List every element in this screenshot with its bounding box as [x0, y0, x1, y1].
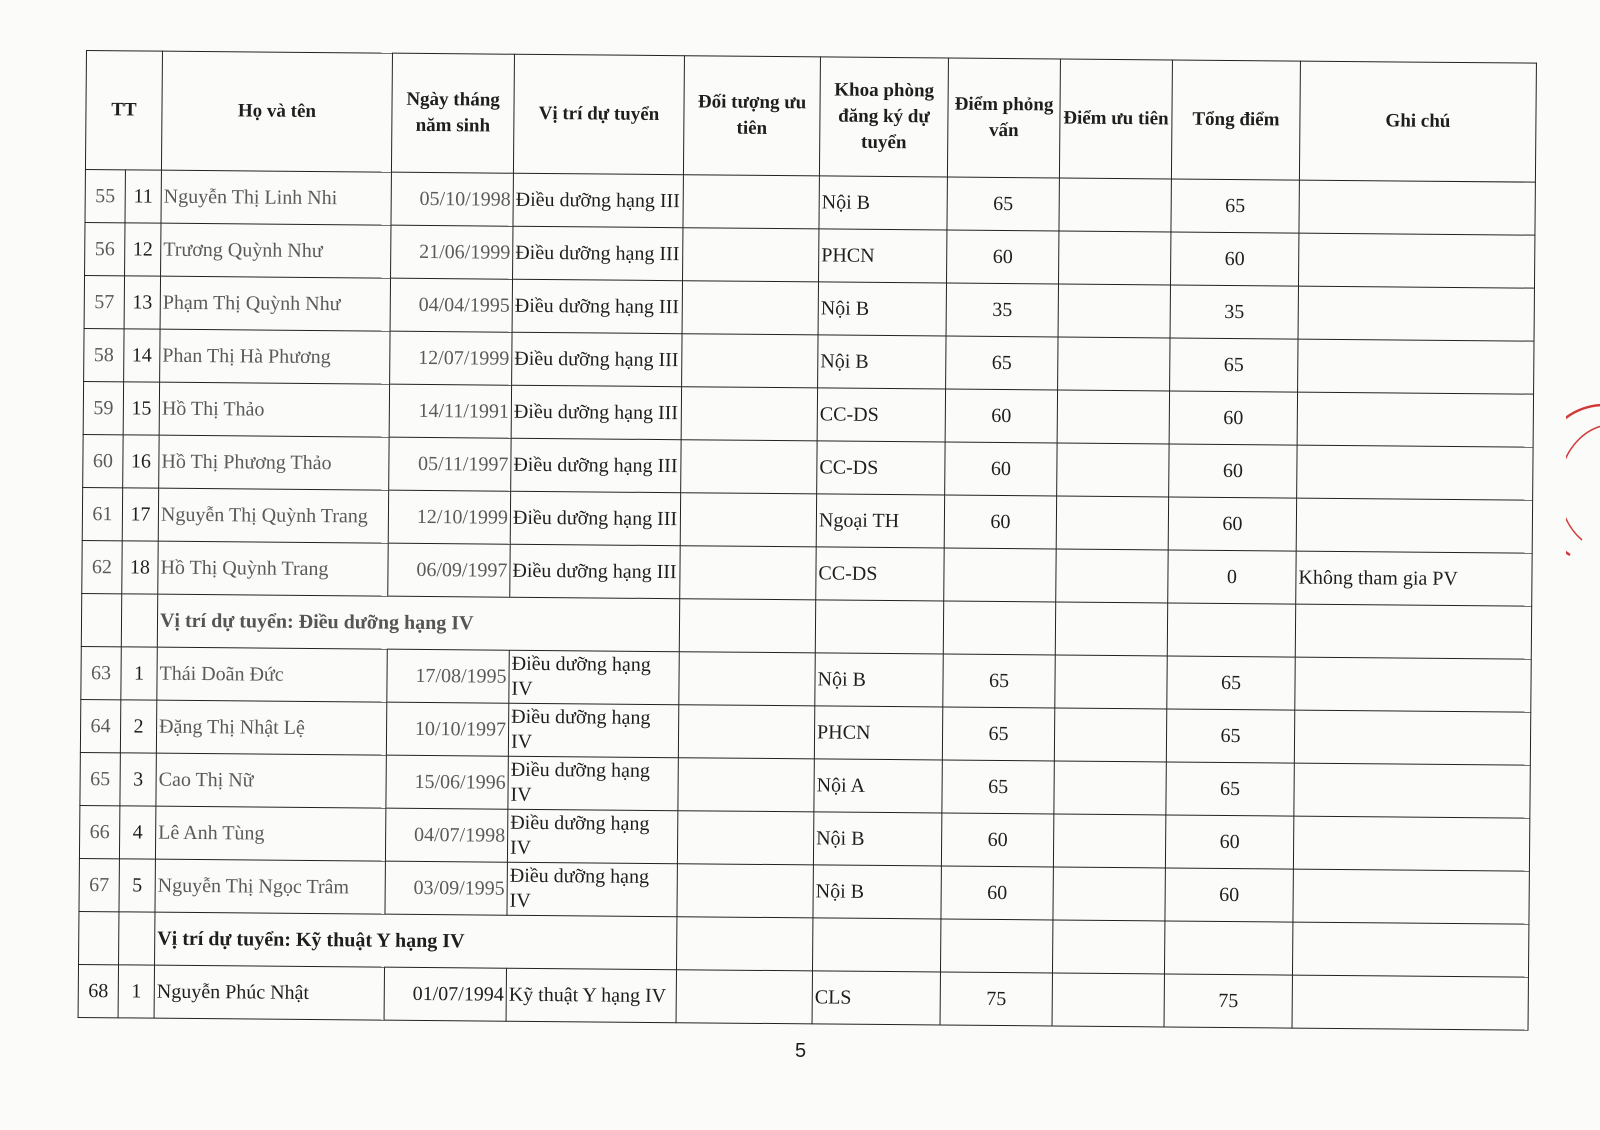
interview-score: 60: [945, 389, 1057, 443]
row-sub-number: 5: [119, 859, 155, 912]
interview-score: 65: [946, 336, 1058, 390]
row-number: 60: [83, 434, 123, 487]
priority-score: [1053, 867, 1165, 921]
department: CC-DS: [817, 388, 945, 442]
date-of-birth: 06/09/1997: [388, 543, 510, 597]
section-empty-cell: [943, 601, 1055, 655]
interview-score: [944, 548, 1056, 602]
section-empty-cell: [119, 912, 155, 965]
header-total-score: Tổng điểm: [1171, 60, 1300, 180]
section-title: Vị trí dự tuyển: Điều dưỡng hạng IV: [157, 594, 679, 652]
priority-subject: [676, 970, 812, 1024]
section-empty-cell: [1167, 603, 1295, 657]
note: [1294, 710, 1530, 765]
note: [1294, 763, 1530, 818]
candidate-name: Trương Quỳnh Như: [161, 223, 391, 278]
section-empty-cell: [1292, 922, 1528, 977]
priority-subject: [682, 334, 818, 388]
row-sub-number: 17: [122, 488, 158, 541]
section-empty-cell: [121, 594, 157, 647]
row-number: 66: [79, 805, 119, 858]
department: CLS: [812, 971, 940, 1025]
score-table-sheet: [78, 50, 1537, 1031]
candidate-name: Phan Thị Hà Phương: [160, 329, 390, 384]
date-of-birth: 10/10/1997: [386, 702, 508, 756]
red-seal-stamp: [1566, 395, 1600, 575]
department: CC-DS: [817, 441, 945, 495]
total-score: 75: [1164, 974, 1292, 1028]
header-priority-subject: Đối tượng ưu tiên: [683, 56, 820, 176]
header-note: Ghi chú: [1299, 61, 1536, 182]
row-number: 68: [78, 964, 118, 1017]
row-number: 63: [81, 646, 121, 699]
section-empty-cell: [81, 593, 121, 646]
section-empty-cell: [1052, 920, 1164, 974]
row-sub-number: 12: [125, 223, 161, 276]
date-of-birth: 04/07/1998: [385, 808, 507, 862]
section-empty-cell: [79, 911, 119, 964]
priority-subject: [683, 175, 819, 229]
total-score: 60: [1165, 815, 1293, 869]
priority-score: [1054, 761, 1166, 815]
interview-score: 60: [941, 866, 1053, 920]
note: Không tham gia PV: [1296, 551, 1532, 606]
priority-subject: [677, 864, 813, 918]
position-applied: Điều dưỡng hạng III: [511, 438, 681, 492]
date-of-birth: 12/07/1999: [390, 331, 512, 385]
department: Nội B: [819, 176, 947, 230]
total-score: 65: [1166, 762, 1294, 816]
total-score: 60: [1168, 497, 1296, 551]
date-of-birth: 05/11/1997: [389, 437, 511, 491]
row-sub-number: 13: [124, 276, 160, 329]
position-applied: Điều dưỡng hạng IV: [507, 809, 677, 863]
row-number: 64: [80, 699, 120, 752]
header-department: Khoa phòng đăng ký dự tuyển: [819, 57, 948, 177]
date-of-birth: 01/07/1994: [384, 967, 506, 1021]
header-interview-score: Điểm phỏng vấn: [947, 58, 1060, 178]
department: CC-DS: [816, 547, 944, 601]
interview-score: 60: [941, 813, 1053, 867]
header-position: Vị trí dự tuyển: [513, 54, 684, 174]
date-of-birth: 15/06/1996: [386, 755, 508, 809]
header-priority-score: Điểm ưu tiên: [1059, 59, 1172, 179]
total-score: 65: [1170, 338, 1298, 392]
department: PHCN: [814, 706, 942, 760]
section-empty-cell: [815, 600, 943, 654]
row-number: 55: [85, 169, 125, 222]
total-score: 65: [1171, 179, 1299, 233]
priority-score: [1058, 337, 1170, 391]
row-sub-number: 16: [123, 435, 159, 488]
candidate-name: Lê Anh Tùng: [155, 806, 385, 861]
row-number: 61: [82, 487, 122, 540]
row-sub-number: 14: [124, 329, 160, 382]
interview-score: 65: [943, 654, 1055, 708]
section-empty-cell: [1055, 602, 1167, 656]
total-score: 60: [1169, 391, 1297, 445]
priority-score: [1059, 178, 1171, 232]
priority-score: [1059, 231, 1171, 285]
position-applied: Điều dưỡng hạng IV: [508, 703, 678, 757]
total-score: 65: [1166, 709, 1294, 763]
note: [1299, 180, 1535, 235]
department: Nội B: [815, 653, 943, 707]
priority-score: [1055, 655, 1167, 709]
note: [1297, 392, 1533, 447]
position-applied: Điều dưỡng hạng IV: [507, 862, 677, 916]
header-tt: TT: [85, 51, 162, 171]
priority-score: [1054, 708, 1166, 762]
total-score: 65: [1167, 656, 1295, 710]
candidate-name: Cao Thị Nữ: [156, 753, 386, 808]
note: [1295, 657, 1531, 712]
priority-score: [1053, 814, 1165, 868]
row-number: 65: [80, 752, 120, 805]
section-empty-cell: [677, 917, 813, 971]
row-number: 62: [82, 540, 122, 593]
priority-subject: [682, 281, 818, 335]
note: [1297, 445, 1533, 500]
candidate-name: Nguyễn Thị Ngọc Trâm: [155, 859, 385, 914]
candidate-name: Nguyễn Phúc Nhật: [154, 965, 384, 1020]
position-applied: Kỹ thuật Y hạng IV: [506, 968, 676, 1022]
priority-subject: [679, 652, 815, 706]
department: PHCN: [819, 229, 947, 283]
priority-score: [1056, 496, 1168, 550]
candidate-name: Nguyễn Thị Linh Nhi: [161, 170, 391, 225]
total-score: 60: [1165, 868, 1293, 922]
row-sub-number: 2: [120, 700, 156, 753]
priority-subject: [683, 228, 819, 282]
note: [1293, 816, 1529, 871]
priority-score: [1056, 549, 1168, 603]
interview-score: 60: [947, 230, 1059, 284]
row-number: 67: [79, 858, 119, 911]
interview-score: 60: [945, 442, 1057, 496]
interview-score: 65: [942, 760, 1054, 814]
department: Nội B: [813, 812, 941, 866]
total-score: 60: [1171, 232, 1299, 286]
section-empty-cell: [813, 918, 941, 972]
date-of-birth: 05/10/1998: [391, 172, 513, 226]
table-row: [78, 964, 1528, 1030]
note: [1298, 286, 1534, 341]
priority-subject: [681, 440, 817, 494]
date-of-birth: 14/11/1991: [389, 384, 511, 438]
interview-score: 75: [940, 972, 1052, 1026]
date-of-birth: 04/04/1995: [390, 278, 512, 332]
row-sub-number: 4: [119, 806, 155, 859]
total-score: 0: [1168, 550, 1296, 604]
row-number: 59: [83, 381, 123, 434]
position-applied: Điều dưỡng hạng III: [512, 279, 682, 333]
note: [1293, 869, 1529, 924]
note: [1292, 975, 1528, 1030]
date-of-birth: 12/10/1999: [388, 490, 510, 544]
position-applied: Điều dưỡng hạng III: [510, 491, 680, 545]
candidate-score-table: [78, 50, 1537, 1031]
priority-score: [1052, 973, 1164, 1027]
section-empty-cell: [1295, 604, 1531, 659]
department: Nội B: [818, 282, 946, 336]
interview-score: 65: [942, 707, 1054, 761]
row-sub-number: 1: [121, 647, 157, 700]
row-number: 56: [85, 222, 125, 275]
header-dob: Ngày tháng năm sinh: [391, 53, 514, 173]
total-score: 35: [1170, 285, 1298, 339]
row-number: 58: [84, 328, 124, 381]
priority-subject: [680, 546, 816, 600]
position-applied: Điều dưỡng hạng IV: [508, 756, 678, 810]
date-of-birth: 17/08/1995: [387, 649, 509, 703]
row-sub-number: 18: [122, 541, 158, 594]
interview-score: 35: [946, 283, 1058, 337]
note: [1299, 233, 1535, 288]
position-applied: Điều dưỡng hạng III: [512, 332, 682, 386]
page-number: 5: [795, 1040, 807, 1062]
position-applied: Điều dưỡng hạng III: [511, 385, 681, 439]
row-sub-number: 3: [120, 753, 156, 806]
position-applied: Điều dưỡng hạng III: [513, 226, 683, 280]
interview-score: 65: [947, 177, 1059, 231]
priority-subject: [680, 493, 816, 547]
priority-subject: [678, 705, 814, 759]
section-title: Vị trí dự tuyển: Kỹ thuật Y hạng IV: [155, 912, 677, 970]
department: Nội B: [813, 865, 941, 919]
date-of-birth: 21/06/1999: [391, 225, 513, 279]
candidate-name: Hồ Thị Quỳnh Trang: [158, 541, 388, 596]
priority-score: [1057, 390, 1169, 444]
date-of-birth: 03/09/1995: [385, 861, 507, 915]
note: [1296, 498, 1532, 553]
department: Nội B: [818, 335, 946, 389]
section-empty-cell: [679, 599, 815, 653]
candidate-name: Nguyễn Thị Quỳnh Trang: [158, 488, 388, 543]
row-sub-number: 15: [123, 382, 159, 435]
candidate-name: Đặng Thị Nhật Lệ: [156, 700, 386, 755]
row-number: 57: [84, 275, 124, 328]
row-sub-number: 11: [125, 170, 161, 223]
department: Nội A: [814, 759, 942, 813]
priority-score: [1058, 284, 1170, 338]
candidate-name: Thái Doãn Đức: [157, 647, 387, 702]
section-empty-cell: [1164, 921, 1292, 975]
table-header-row: [85, 51, 1536, 183]
total-score: 60: [1169, 444, 1297, 498]
header-name: Họ và tên: [161, 51, 392, 172]
position-applied: Điều dưỡng hạng III: [513, 173, 683, 227]
section-empty-cell: [941, 919, 1053, 973]
row-sub-number: 1: [118, 965, 154, 1018]
note: [1298, 339, 1534, 394]
priority-subject: [681, 387, 817, 441]
candidate-name: Hồ Thị Phương Thảo: [159, 435, 389, 490]
priority-subject: [677, 811, 813, 865]
department: Ngoại TH: [816, 494, 944, 548]
priority-score: [1057, 443, 1169, 497]
interview-score: 60: [944, 495, 1056, 549]
candidate-name: Phạm Thị Quỳnh Như: [160, 276, 390, 331]
position-applied: Điều dưỡng hạng IV: [509, 650, 679, 704]
candidate-name: Hồ Thị Thảo: [159, 382, 389, 437]
position-applied: Điều dưỡng hạng III: [510, 544, 680, 598]
priority-subject: [678, 758, 814, 812]
